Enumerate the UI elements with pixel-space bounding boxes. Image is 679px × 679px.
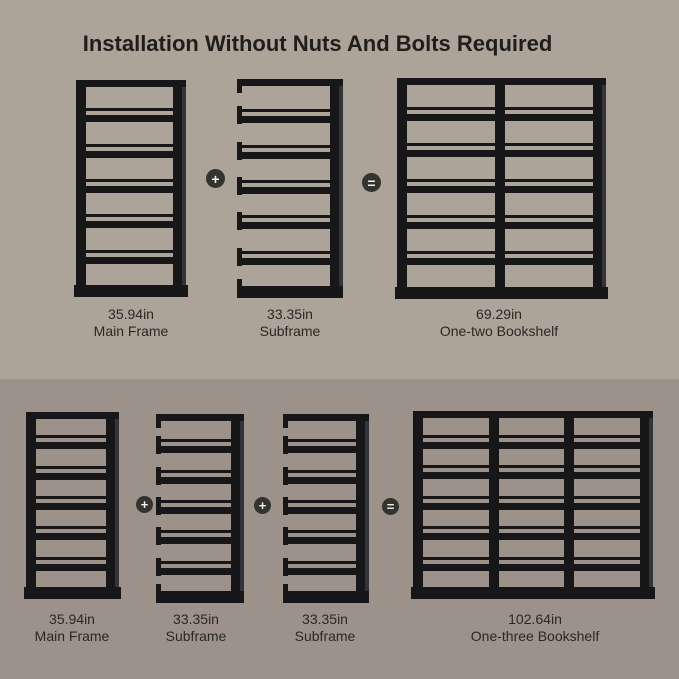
shelf-gap [36, 480, 106, 496]
shelf-gap [505, 157, 593, 179]
shelf-gap [86, 193, 173, 214]
label-one-three-bookshelf [420, 611, 650, 645]
shelf-board [407, 114, 495, 121]
part-name-text: One-three Bookshelf [470, 628, 600, 644]
shelf-level [86, 108, 173, 122]
plus-icon: + [254, 497, 271, 514]
shelf-gap [156, 544, 231, 560]
shelf-level [36, 435, 106, 449]
subframe-top-bar [283, 414, 369, 421]
shelf-gap [283, 514, 356, 530]
shelf-gap [499, 510, 565, 527]
shelf-gap [574, 510, 640, 527]
shelf-gap [156, 575, 231, 591]
shelf-board [283, 537, 356, 544]
plus-icon: + [136, 496, 153, 513]
shelf-post [489, 411, 499, 599]
shelf-structure [413, 411, 653, 599]
shelf-post [106, 412, 119, 599]
shelf-gap [423, 510, 489, 527]
shelf-hook [283, 467, 288, 485]
shelf-gap [86, 122, 173, 143]
shelf-gap [283, 453, 356, 469]
subframe-base [283, 591, 369, 603]
shelf-level [283, 439, 356, 453]
shelf-post [26, 412, 36, 599]
shelf-structure [397, 78, 606, 299]
shelf-bay [574, 411, 640, 599]
shelf-gap [423, 418, 489, 435]
part-name-text: Subframe [294, 628, 356, 644]
shelf-board [36, 473, 106, 480]
shelf-board [499, 442, 565, 449]
shelf-gap [237, 123, 330, 144]
shelf-board [237, 222, 330, 229]
shelf-board [36, 564, 106, 571]
dimension-text: 69.29in [476, 306, 522, 322]
shelf-board [574, 533, 640, 540]
shelf-board [237, 152, 330, 159]
shelf-board [283, 568, 356, 575]
shelf-level [499, 526, 565, 540]
shelf-hook [156, 497, 161, 515]
shelf-level [156, 439, 231, 453]
shelf-level [407, 107, 495, 121]
shelf-gap [574, 418, 640, 435]
bottom-hook [283, 584, 288, 591]
shelf-board [283, 507, 356, 514]
part-name-text: Subframe [165, 628, 227, 644]
shelf-level [505, 215, 593, 229]
shelf-gap [505, 85, 593, 107]
shelf-gap [407, 265, 495, 287]
shelf-level [423, 435, 489, 449]
shelf-board [499, 503, 565, 510]
shelf-level [423, 496, 489, 510]
shelf-board [407, 222, 495, 229]
shelf-board [574, 564, 640, 571]
shelf-level [237, 145, 330, 159]
shelf-level [36, 526, 106, 540]
shelf-level [283, 561, 356, 575]
shelf-board [86, 115, 173, 122]
shelf-board [423, 564, 489, 571]
shelf-post [564, 411, 574, 599]
dimension-text: 33.35in [173, 611, 219, 627]
shelf-gap [283, 575, 356, 591]
shelf-gap [499, 418, 565, 435]
shelf-gap [86, 228, 173, 249]
shelf-board [283, 477, 356, 484]
shelf-bay [86, 80, 173, 297]
shelf-board [423, 533, 489, 540]
shelf-gap [237, 265, 330, 286]
shelf-level [156, 500, 231, 514]
shelf-level [156, 530, 231, 544]
shelf-gap [237, 229, 330, 250]
shelf-board [156, 477, 231, 484]
shelf-hook [156, 527, 161, 545]
shelf-level [505, 251, 593, 265]
part-name-text: Main Frame [34, 628, 110, 644]
shelf-hook [237, 212, 242, 230]
shelf-level [283, 470, 356, 484]
subframe-shelves [237, 79, 330, 298]
subframe-graphic-bottom-2 [283, 414, 369, 603]
shelf-gap [237, 159, 330, 180]
shelf-level [36, 466, 106, 480]
shelf-level [36, 557, 106, 571]
shelf-hook [156, 558, 161, 576]
shelf-level [86, 214, 173, 228]
shelf-hook [237, 177, 242, 195]
subframe-base [156, 591, 244, 603]
shelf-gap [505, 121, 593, 143]
shelf-post [76, 80, 86, 297]
shelf-gap [86, 264, 173, 285]
shelf-bay [36, 412, 106, 599]
shelf-gap [407, 85, 495, 107]
shelf-post [593, 78, 606, 299]
shelf-gap [36, 571, 106, 587]
shelf-gap [499, 571, 565, 588]
shelf-board [407, 258, 495, 265]
shelf-level [237, 215, 330, 229]
shelf-gap [156, 484, 231, 500]
dimension-text: 35.94in [108, 306, 154, 322]
shelf-post [413, 411, 423, 599]
top-hook [156, 421, 161, 428]
shelf-hook [283, 436, 288, 454]
shelf-hook [283, 558, 288, 576]
shelf-level [407, 179, 495, 193]
equals-icon: = [382, 498, 399, 515]
shelf-level [407, 143, 495, 157]
subframe-structure [237, 79, 343, 298]
label-one-two-bookshelf [384, 306, 614, 340]
shelf-level [505, 179, 593, 193]
shelf-board [237, 258, 330, 265]
shelf-gap [156, 514, 231, 530]
subframe-graphic-top [237, 79, 343, 298]
shelf-board [499, 533, 565, 540]
shelf-board [423, 442, 489, 449]
equals-icon: = [362, 173, 381, 192]
shelf-gap [499, 449, 565, 466]
shelf-level [283, 500, 356, 514]
shelf-level [36, 496, 106, 510]
shelf-board [407, 150, 495, 157]
shelf-gap [36, 449, 106, 465]
shelf-gap [407, 193, 495, 215]
shelf-gap [423, 571, 489, 588]
shelf-gap [156, 423, 231, 439]
one-two-bookshelf-graphic [397, 78, 606, 299]
shelf-base [74, 285, 188, 297]
shelf-board [505, 114, 593, 121]
shelf-board [86, 221, 173, 228]
shelf-board [407, 186, 495, 193]
label-subframe-top [175, 306, 405, 340]
shelf-level [423, 557, 489, 571]
shelf-post [640, 411, 653, 599]
top-hook [237, 86, 242, 93]
shelf-level [505, 143, 593, 157]
shelf-level [499, 435, 565, 449]
shelf-gap [36, 540, 106, 556]
shelf-gap [574, 540, 640, 557]
shelf-board [499, 472, 565, 479]
shelf-level [574, 557, 640, 571]
shelf-level [237, 251, 330, 265]
shelf-board [505, 222, 593, 229]
shelf-board [36, 503, 106, 510]
shelf-gap [86, 158, 173, 179]
shelf-board [499, 564, 565, 571]
shelf-post [397, 78, 407, 299]
shelf-top-bar [397, 78, 606, 85]
shelf-top-bar [413, 411, 653, 418]
main-frame-graphic-top [76, 80, 186, 297]
shelf-level [574, 465, 640, 479]
shelf-gap [574, 449, 640, 466]
shelf-hook [237, 142, 242, 160]
shelf-base [395, 287, 608, 299]
subframe-structure [156, 414, 244, 603]
shelf-level [423, 526, 489, 540]
shelf-level [86, 144, 173, 158]
shelf-bay [499, 411, 565, 599]
shelf-board [86, 186, 173, 193]
bottom-hook [237, 279, 242, 286]
dimension-text: 35.94in [49, 611, 95, 627]
shelf-gap [505, 193, 593, 215]
shelf-level [499, 557, 565, 571]
shelf-bay [505, 78, 593, 299]
shelf-board [237, 116, 330, 123]
shelf-board [156, 568, 231, 575]
shelf-board [505, 186, 593, 193]
shelf-hook [237, 106, 242, 124]
subframe-post [231, 414, 244, 603]
shelf-structure [76, 80, 186, 297]
shelf-gap [156, 453, 231, 469]
shelf-gap [36, 510, 106, 526]
shelf-level [237, 109, 330, 123]
shelf-board [86, 151, 173, 158]
shelf-hook [156, 436, 161, 454]
subframe-shelves [156, 414, 231, 603]
shelf-board [36, 533, 106, 540]
shelf-level [574, 496, 640, 510]
shelf-hook [237, 248, 242, 266]
shelf-board [574, 442, 640, 449]
dimension-text: 33.35in [302, 611, 348, 627]
shelf-level [237, 180, 330, 194]
shelf-gap [407, 121, 495, 143]
shelf-gap [407, 229, 495, 251]
shelf-board [156, 507, 231, 514]
shelf-hook [283, 527, 288, 545]
subframe-top-bar [237, 79, 343, 86]
shelf-gap [283, 544, 356, 560]
shelf-top-bar [26, 412, 119, 419]
shelf-top-bar [76, 80, 186, 87]
shelf-gap [574, 479, 640, 496]
label-subframe-bottom-2 [210, 611, 440, 645]
shelf-level [407, 215, 495, 229]
shelf-gap [237, 88, 330, 109]
shelf-post [495, 78, 505, 299]
shelf-level [423, 465, 489, 479]
shelf-gap [423, 540, 489, 557]
subframe-base [237, 286, 343, 298]
part-name-text: Subframe [259, 323, 321, 339]
shelf-gap [499, 540, 565, 557]
subframe-post [330, 79, 343, 298]
shelf-gap [36, 419, 106, 435]
shelf-level [499, 465, 565, 479]
shelf-level [156, 470, 231, 484]
shelf-board [36, 442, 106, 449]
shelf-board [156, 537, 231, 544]
shelf-gap [499, 479, 565, 496]
shelf-board [574, 503, 640, 510]
shelf-level [156, 561, 231, 575]
subframe-post [356, 414, 369, 603]
part-name-text: One-two Bookshelf [439, 323, 559, 339]
shelf-board [86, 257, 173, 264]
plus-icon: + [206, 169, 225, 188]
shelf-level [407, 251, 495, 265]
shelf-board [423, 472, 489, 479]
shelf-gap [505, 265, 593, 287]
shelf-bay [423, 411, 489, 599]
shelf-gap [423, 479, 489, 496]
shelf-gap [505, 229, 593, 251]
shelf-level [499, 496, 565, 510]
bottom-hook [156, 584, 161, 591]
shelf-structure [26, 412, 119, 599]
shelf-gap [283, 423, 356, 439]
shelf-gap [423, 449, 489, 466]
one-three-bookshelf-graphic [413, 411, 653, 599]
subframe-shelves [283, 414, 356, 603]
shelf-gap [407, 157, 495, 179]
shelf-level [574, 526, 640, 540]
subframe-structure [283, 414, 369, 603]
shelf-board [505, 150, 593, 157]
shelf-base [411, 587, 655, 599]
shelf-level [283, 530, 356, 544]
shelf-gap [237, 194, 330, 215]
shelf-post [173, 80, 186, 297]
shelf-board [283, 446, 356, 453]
subframe-top-bar [156, 414, 244, 421]
shelf-board [505, 258, 593, 265]
part-name-text: Main Frame [93, 323, 169, 339]
dimension-text: 102.64in [508, 611, 562, 627]
subframe-graphic-bottom-1 [156, 414, 244, 603]
shelf-gap [574, 571, 640, 588]
shelf-gap [86, 87, 173, 108]
main-frame-graphic-bottom [26, 412, 119, 599]
dimension-text: 33.35in [267, 306, 313, 322]
shelf-board [574, 472, 640, 479]
shelf-hook [283, 497, 288, 515]
page-title: Installation Without Nuts And Bolts Required [82, 31, 553, 56]
shelf-hook [156, 467, 161, 485]
shelf-gap [283, 484, 356, 500]
shelf-level [86, 250, 173, 264]
shelf-board [423, 503, 489, 510]
shelf-board [156, 446, 231, 453]
top-hook [283, 421, 288, 428]
shelf-base [24, 587, 121, 599]
shelf-level [574, 435, 640, 449]
shelf-level [505, 107, 593, 121]
shelf-level [86, 179, 173, 193]
shelf-board [237, 187, 330, 194]
shelf-bay [407, 78, 495, 299]
